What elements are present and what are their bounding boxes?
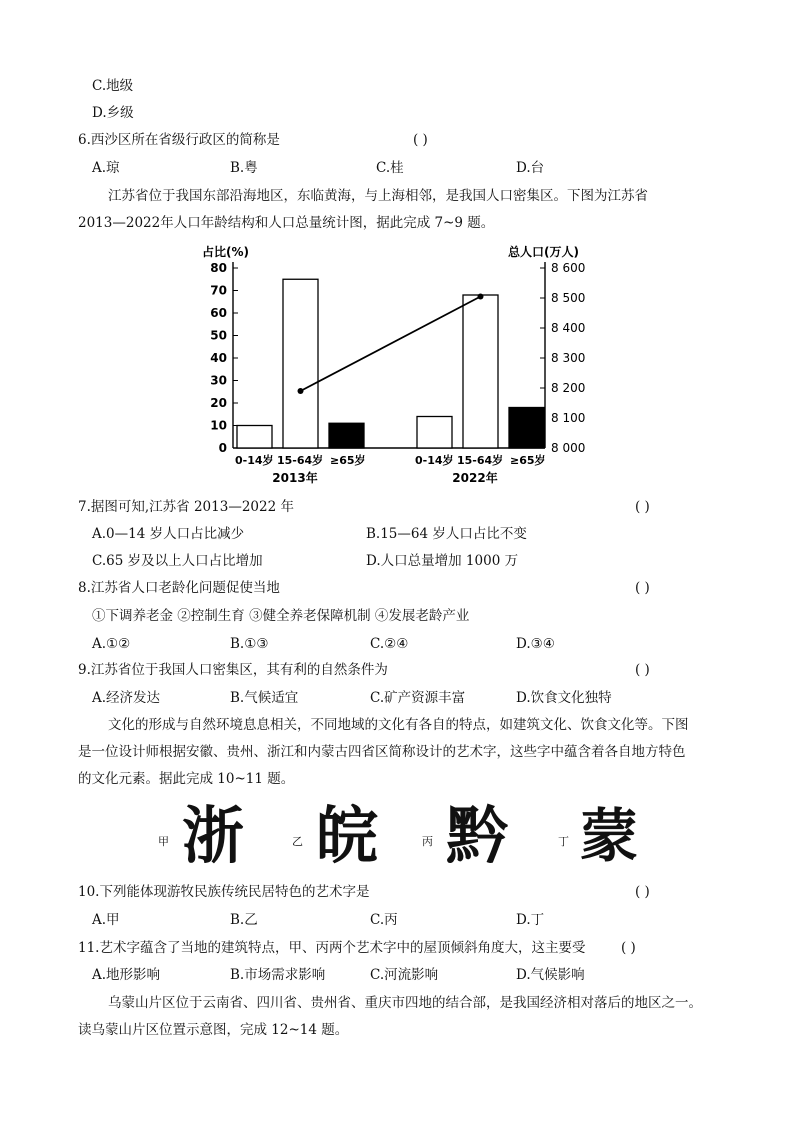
q7-stem: 7.据图可知,江苏省 2013—2022 年: [78, 499, 294, 515]
q8-option-a: A.①②: [92, 636, 131, 652]
q11-option-b: B.市场需求影响: [230, 967, 326, 983]
right-tick-label: 8 000: [551, 441, 586, 455]
q11-option-c: C.河流影响: [370, 967, 439, 983]
left-tick-label: 80: [210, 261, 227, 275]
q7-option-a: A.0—14 岁人口占比减少: [92, 526, 245, 542]
q6-option-a: A.琼: [92, 160, 120, 176]
population-line: [301, 297, 481, 392]
right-tick-label: 8 400: [551, 321, 586, 335]
q11-option-a: A.地形影响: [92, 967, 161, 983]
q11-option-d: D.气候影响: [516, 967, 585, 983]
left-tick-label: 50: [210, 328, 227, 343]
left-tick-label: 0: [218, 441, 227, 455]
q9-answer-paren: ( ): [635, 662, 650, 678]
left-tick-label: 70: [210, 283, 227, 298]
bar-2022年-1: [463, 295, 498, 448]
q10-stem: 10.下列能体现游牧民族传统民居特色的艺术字是: [78, 884, 370, 900]
q10-option-c: C.丙: [370, 912, 398, 928]
right-tick-label: 8 600: [551, 261, 586, 275]
art-label-jia: 甲: [158, 835, 169, 848]
x-category-label-1: 15-64岁: [457, 454, 504, 467]
bar-2022年-2: [509, 408, 544, 449]
q8-choices: ①下调养老金 ②控制生育 ③健全养老保障机制 ④发展老龄产业: [92, 608, 470, 624]
q9-stem: 9.江苏省位于我国人口密集区，其有利的自然条件为: [78, 662, 388, 678]
right-tick-label: 8 300: [551, 351, 586, 365]
bar-2013年-0: [237, 426, 272, 449]
q6-option-b: B.粤: [230, 160, 258, 176]
q7-answer-paren: ( ): [635, 499, 650, 515]
left-tick-label: 30: [210, 373, 227, 388]
art-char-ding: 蒙: [580, 802, 639, 870]
right-tick-label: 8 100: [551, 411, 586, 425]
q8-stem: 8.江苏省人口老龄化问题促使当地: [78, 580, 280, 596]
art-label-yi: 乙: [292, 835, 303, 848]
q7-option-d: D.人口总量增加 1000 万: [366, 553, 519, 569]
intro3-line2: 读乌蒙山片区位置示意图，完成 12~14 题。: [78, 1022, 349, 1038]
q7-option-c: C.65 岁及以上人口占比增加: [92, 553, 263, 569]
q5-option-c: C.地级: [92, 78, 134, 94]
q8-option-d: D.③④: [516, 636, 555, 652]
right-tick-label: 8 200: [551, 381, 586, 395]
left-axis-title: 占比(%): [202, 245, 249, 259]
q9-option-c: C.矿产资源丰富: [370, 690, 466, 706]
bar-2013年-1: [283, 279, 318, 448]
intro2-line3: 的文化元素。据此完成 10~11 题。: [78, 771, 295, 787]
art-char-jia: 浙: [182, 799, 245, 872]
q11-answer-paren: ( ): [621, 940, 636, 956]
x-group-label: 2013年: [272, 471, 318, 485]
q10-answer-paren: ( ): [635, 884, 650, 900]
x-group-label: 2022年: [452, 471, 498, 485]
q6-option-d: D.台: [516, 160, 545, 176]
art-label-ding: 丁: [558, 835, 569, 848]
q9-option-b: B.气候适宜: [230, 690, 299, 706]
right-axis-title: 总人口(万人): [508, 245, 579, 259]
population-chart: [190, 240, 586, 490]
q8-answer-paren: ( ): [635, 580, 650, 596]
q11-stem: 11.艺术字蕴含了当地的建筑特点，甲、丙两个艺术字中的屋顶倾斜角度大，这主要受: [78, 940, 586, 956]
intro2-line1: 文化的形成与自然环境息息相关，不同地域的文化有各自的特点，如建筑文化、饮食文化等。下图: [108, 717, 689, 733]
population-point-2013: [298, 388, 304, 394]
left-tick-label: 20: [210, 396, 227, 410]
q8-option-b: B.①③: [230, 636, 269, 652]
q10-option-d: D.丁: [516, 912, 545, 928]
intro3-line1: 乌蒙山片区位于云南省、四川省、贵州省、重庆市四地的结合部，是我国经济相对落后的地区之一。: [108, 995, 702, 1011]
q7-option-b: B.15—64 岁人口占比不变: [366, 526, 527, 542]
x-category-label-2: ≥65岁: [510, 454, 546, 467]
left-tick-label: 40: [210, 351, 227, 365]
q6-stem: 6.西沙区所在省级行政区的简称是: [78, 132, 280, 148]
q6-answer-paren: ( ): [413, 132, 428, 148]
q10-option-b: B.乙: [230, 912, 258, 928]
bar-2022年-0: [417, 417, 452, 449]
right-tick-label: 8 500: [551, 291, 586, 305]
population-point-2022: [478, 294, 484, 300]
left-tick-label: 60: [210, 306, 227, 320]
x-category-label-0: 0-14岁: [415, 454, 454, 467]
q9-option-d: D.饮食文化独特: [516, 690, 612, 706]
q10-option-a: A.甲: [92, 912, 120, 928]
x-category-label-0: 0-14岁: [235, 454, 274, 467]
left-tick-label: 10: [210, 418, 227, 433]
intro1-line1: 江苏省位于我国东部沿海地区，东临黄海，与上海相邻，是我国人口密集区。下图为江苏省: [108, 188, 648, 204]
intro1-line2: 2013—2022年人口年龄结构和人口总量统计图，据此完成 7~9 题。: [78, 215, 495, 231]
art-label-bing: 丙: [422, 835, 433, 848]
q8-option-c: C.②④: [370, 636, 409, 652]
bar-2013年-2: [329, 423, 364, 448]
intro2-line2: 是一位设计师根据安徽、贵州、浙江和内蒙古四省区简称设计的艺术字，这些字中蕴含着各自地方特色: [78, 744, 686, 760]
art-char-yi: 皖: [316, 799, 379, 872]
q9-option-a: A.经济发达: [92, 690, 161, 706]
q5-option-d: D.乡级: [92, 105, 134, 121]
x-category-label-2: ≥65岁: [330, 454, 366, 467]
art-char-bing: 黔: [446, 799, 509, 872]
q6-option-c: C.桂: [376, 160, 404, 176]
x-category-label-1: 15-64岁: [277, 454, 324, 467]
